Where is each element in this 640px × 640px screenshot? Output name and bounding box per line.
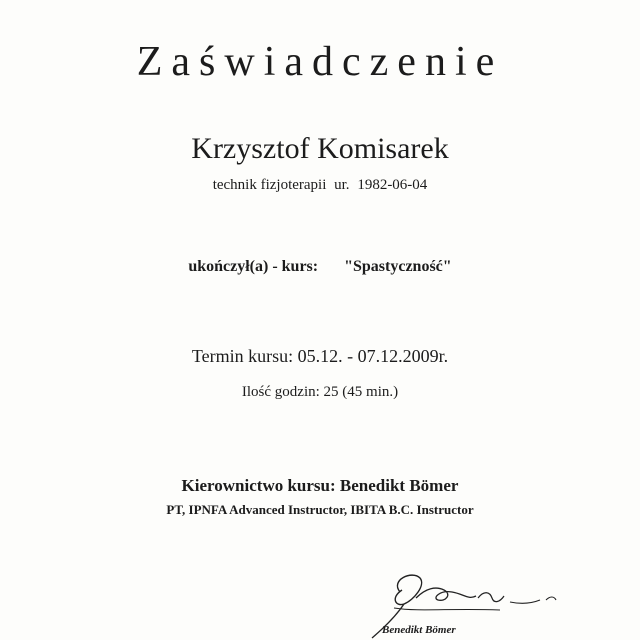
birth-date: 1982-06-04 <box>357 177 428 193</box>
certificate-title: Zaświadczenie <box>136 39 504 85</box>
term-label: Termin kursu: <box>191 346 294 366</box>
hours-value: 25 <box>323 384 339 400</box>
signature-name: Benedikt Bömer <box>382 624 456 636</box>
completed-label: ukończył(a) - kurs: <box>188 258 319 275</box>
course-director-line <box>0 476 640 496</box>
recipient-name: Krzysztof Komisarek <box>191 132 449 165</box>
profession: technik fizjoterapii <box>212 177 327 193</box>
course-completed-line <box>0 258 640 276</box>
director-label: Kierownictwo kursu: <box>181 476 336 495</box>
hours-note: (45 min.) <box>342 384 399 400</box>
course-term-line <box>0 346 640 367</box>
term-value: 05.12. - 07.12.2009r. <box>297 346 449 366</box>
director-credentials: PT, IPNFA Advanced Instructor, IBITA B.C. Instructor <box>166 502 474 517</box>
birth-label: ur. <box>334 177 350 193</box>
director-name: Benedikt Bömer <box>339 476 459 495</box>
course-name: "Spastyczność" <box>344 258 452 275</box>
hours-label: Ilość godzin: <box>241 384 320 400</box>
recipient-profession-line <box>0 177 640 194</box>
course-hours-line <box>0 384 640 401</box>
